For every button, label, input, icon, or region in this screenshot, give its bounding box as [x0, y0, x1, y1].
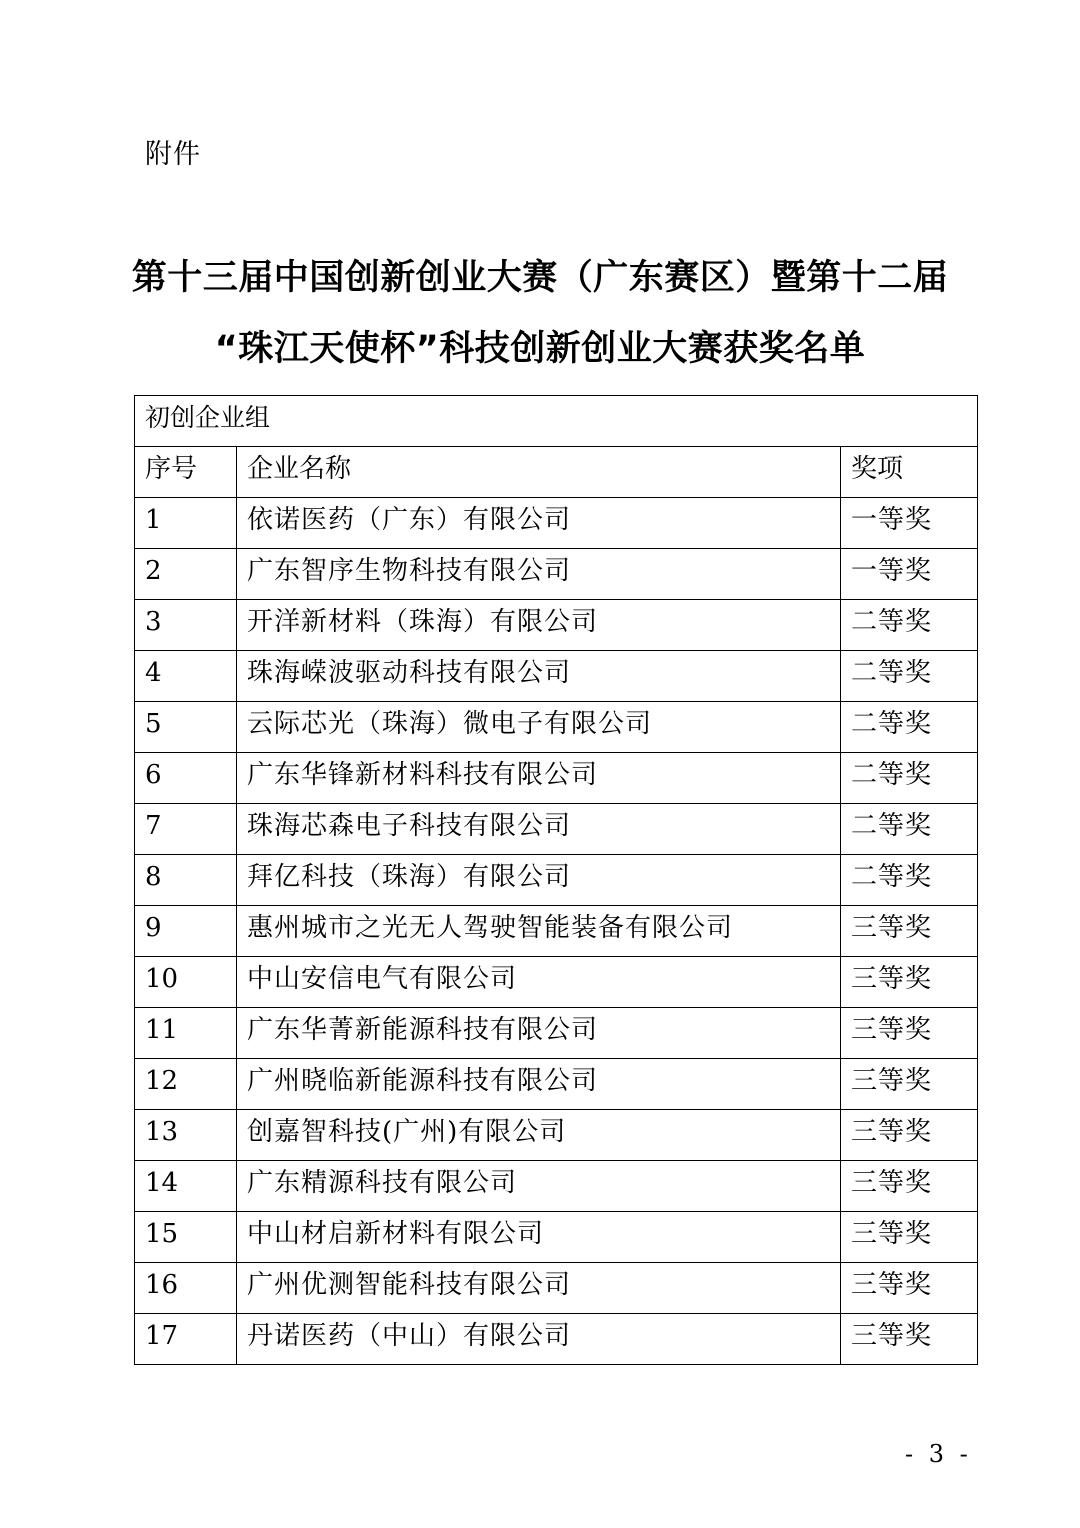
table-row	[135, 498, 978, 549]
company-name: 广东智序生物科技有限公司	[237, 549, 841, 600]
column-header-name: 企业名称	[237, 447, 841, 498]
award-level: 三等奖	[841, 906, 978, 957]
table-row	[135, 1008, 978, 1059]
company-name: 中山安信电气有限公司	[237, 957, 841, 1008]
row-number: 3	[135, 600, 237, 651]
company-name: 广东华锋新材料科技有限公司	[237, 753, 841, 804]
company-name: 拜亿科技（珠海）有限公司	[237, 855, 841, 906]
company-name: 开洋新材料（珠海）有限公司	[237, 600, 841, 651]
row-number: 12	[135, 1059, 237, 1110]
table-row	[135, 855, 978, 906]
award-level: 二等奖	[841, 702, 978, 753]
table-row	[135, 1314, 978, 1365]
row-number: 7	[135, 804, 237, 855]
award-level: 二等奖	[841, 855, 978, 906]
table-row	[135, 753, 978, 804]
table-row	[135, 1059, 978, 1110]
company-name: 中山材启新材料有限公司	[237, 1212, 841, 1263]
company-name: 珠海芯森电子科技有限公司	[237, 804, 841, 855]
page-number: - 3 -	[905, 1440, 972, 1468]
award-level: 三等奖	[841, 1059, 978, 1110]
table-row	[135, 804, 978, 855]
row-number: 6	[135, 753, 237, 804]
award-level: 二等奖	[841, 600, 978, 651]
company-name: 广州优测智能科技有限公司	[237, 1263, 841, 1314]
group-row	[135, 396, 978, 447]
table-row	[135, 957, 978, 1008]
row-number: 15	[135, 1212, 237, 1263]
award-table	[134, 395, 978, 1365]
award-level: 三等奖	[841, 1008, 978, 1059]
table-row	[135, 1212, 978, 1263]
award-level: 二等奖	[841, 651, 978, 702]
award-level: 三等奖	[841, 1263, 978, 1314]
company-name: 创嘉智科技(广州)有限公司	[237, 1110, 841, 1161]
award-level: 三等奖	[841, 1161, 978, 1212]
group-label: 初创企业组	[135, 396, 978, 447]
row-number: 2	[135, 549, 237, 600]
company-name: 广东精源科技有限公司	[237, 1161, 841, 1212]
row-number: 13	[135, 1110, 237, 1161]
column-header-award: 奖项	[841, 447, 978, 498]
row-number: 9	[135, 906, 237, 957]
award-level: 三等奖	[841, 957, 978, 1008]
row-number: 16	[135, 1263, 237, 1314]
company-name: 云际芯光（珠海）微电子有限公司	[237, 702, 841, 753]
row-number: 17	[135, 1314, 237, 1365]
row-number: 14	[135, 1161, 237, 1212]
award-level: 二等奖	[841, 804, 978, 855]
award-level: 三等奖	[841, 1110, 978, 1161]
table-row	[135, 1263, 978, 1314]
table-row	[135, 1110, 978, 1161]
table-row	[135, 600, 978, 651]
row-number: 11	[135, 1008, 237, 1059]
company-name: 广东华菁新能源科技有限公司	[237, 1008, 841, 1059]
award-level: 二等奖	[841, 753, 978, 804]
attachment-label: 附件	[145, 139, 201, 170]
table-row	[135, 651, 978, 702]
document-title-line-1: 第十三届中国创新创业大赛（广东赛区）暨第十二届	[131, 258, 949, 298]
row-number: 5	[135, 702, 237, 753]
company-name: 广州晓临新能源科技有限公司	[237, 1059, 841, 1110]
award-level: 一等奖	[841, 549, 978, 600]
table-row	[135, 1161, 978, 1212]
column-header-no: 序号	[135, 447, 237, 498]
document-title-line-2: “珠江天使杯”科技创新创业大赛获奖名单	[214, 329, 866, 369]
company-name: 惠州城市之光无人驾驶智能装备有限公司	[237, 906, 841, 957]
row-number: 1	[135, 498, 237, 549]
award-level: 三等奖	[841, 1314, 978, 1365]
table-row	[135, 702, 978, 753]
company-name: 依诺医药（广东）有限公司	[237, 498, 841, 549]
award-level: 一等奖	[841, 498, 978, 549]
award-level: 三等奖	[841, 1212, 978, 1263]
company-name: 珠海嵘波驱动科技有限公司	[237, 651, 841, 702]
table-row	[135, 906, 978, 957]
table-row	[135, 549, 978, 600]
row-number: 10	[135, 957, 237, 1008]
header-row	[135, 447, 978, 498]
row-number: 8	[135, 855, 237, 906]
company-name: 丹诺医药（中山）有限公司	[237, 1314, 841, 1365]
row-number: 4	[135, 651, 237, 702]
